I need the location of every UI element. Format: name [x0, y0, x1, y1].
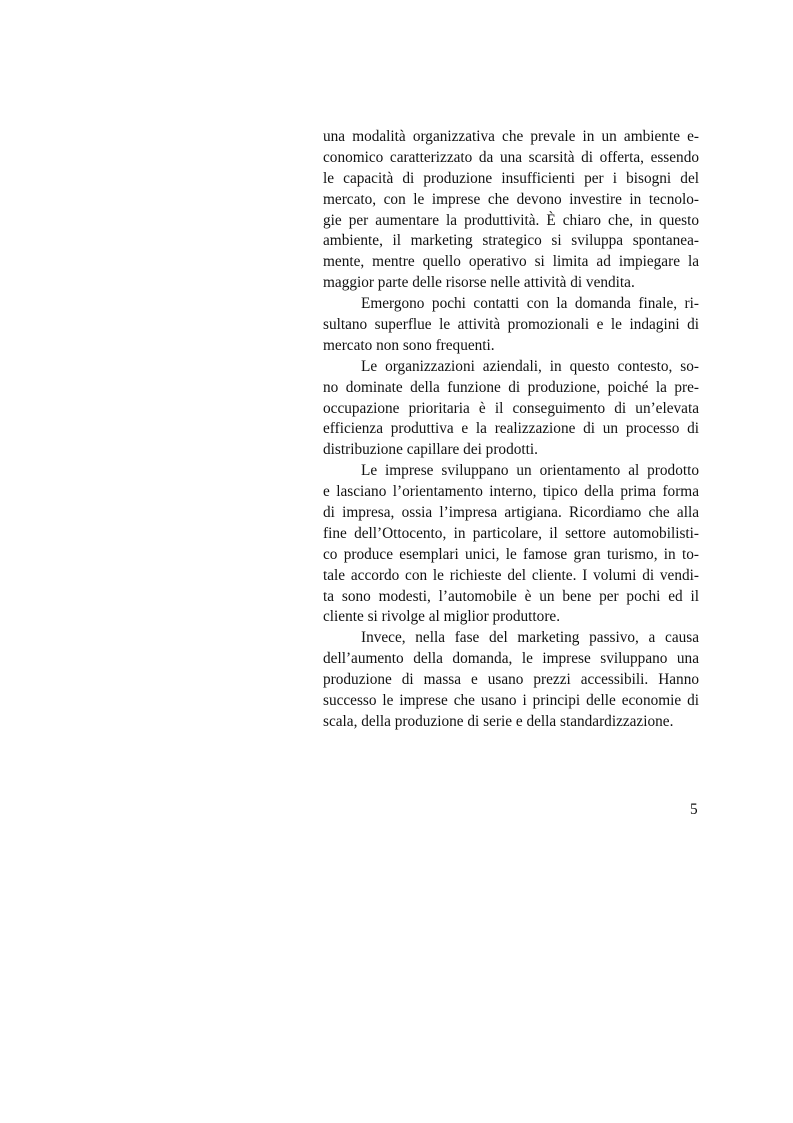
text-line: occupazione prioritaria è il conseguimento di un’elevata [323, 399, 699, 417]
text-line: sultano superflue le attività promozionali e le indagini di [323, 316, 699, 334]
text-line: ambiente, il marketing strategico si sviluppa spontanea- [323, 232, 699, 250]
text-line: tale accordo con le richieste del cliente. I volumi di vendi- [323, 566, 699, 584]
paragraph [323, 628, 699, 732]
text-line: Le imprese sviluppano un orientamento al prodotto [361, 462, 699, 480]
text-line: no dominate della funzione di produzione, poiché la pre- [323, 378, 699, 396]
text-line: produzione di massa e usano prezzi accessibili. Hanno [323, 671, 699, 689]
paragraph [323, 294, 699, 357]
text-line: Emergono pochi contatti con la domanda finale, ri- [361, 295, 699, 313]
paragraph [323, 357, 699, 461]
text-line: scala, della produzione di serie e della standardizzazione. [323, 712, 674, 730]
paragraph [323, 127, 699, 294]
text-line: cliente si rivolge al miglior produttore. [323, 608, 561, 626]
text-line: fine dell’Ottocento, in particolare, il settore automobilisti- [323, 524, 699, 542]
text-line: gie per aumentare la produttività. È chiaro che, in questo [323, 211, 699, 229]
text-line: successo le imprese che usano i principi delle economie di [323, 692, 699, 710]
paragraph [323, 461, 699, 628]
text-line: conomico caratterizzato da una scarsità di offerta, essendo [323, 148, 699, 166]
text-line: co produce esemplari unici, le famose gran turismo, in to- [323, 545, 699, 563]
text-line: efficienza produttiva e la realizzazione di un processo di [323, 420, 699, 438]
text-line: distribuzione capillare dei prodotti. [323, 441, 538, 459]
text-line: una modalità organizzativa che prevale in un ambiente e- [323, 128, 699, 145]
text-line: le capacità di produzione insufficienti per i bisogni del [323, 169, 699, 187]
text-line: mercato, con le imprese che devono investire in tecnolo- [323, 190, 699, 208]
body-text [323, 127, 699, 733]
text-line: e lasciano l’orientamento interno, tipico della prima forma [323, 483, 699, 501]
text-line: ta sono modesti, l’automobile è un bene per pochi ed il [323, 587, 699, 605]
text-line: dell’aumento della domanda, le imprese sviluppano una [323, 650, 699, 668]
page-number: 5 [690, 801, 698, 818]
text-line: Invece, nella fase del marketing passivo, a causa [361, 629, 699, 647]
text-line: maggior parte delle risorse nelle attività di vendita. [323, 274, 635, 292]
text-line: Le organizzazioni aziendali, in questo contesto, so- [361, 357, 699, 375]
text-line: mercato non sono frequenti. [323, 336, 495, 354]
text-line: di impresa, ossia l’impresa artigiana. Ricordiamo che alla [323, 504, 699, 522]
text-line: mente, mentre quello operativo si limita ad impiegare la [323, 253, 699, 271]
